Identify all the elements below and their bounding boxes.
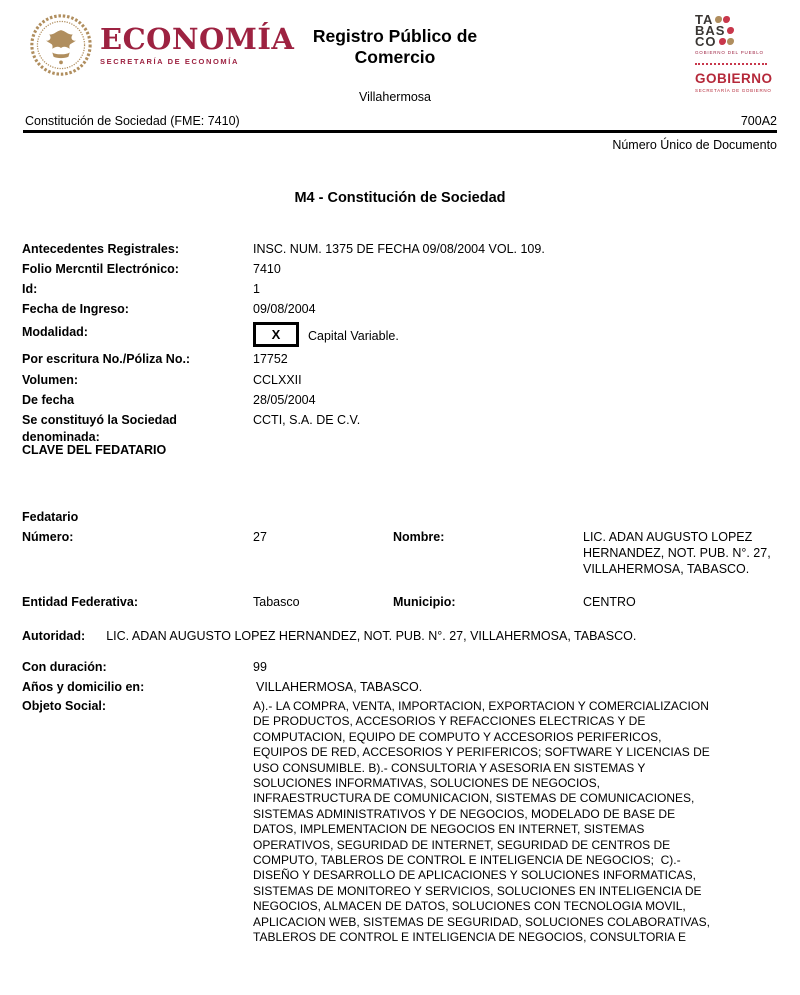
dotted-divider (695, 63, 767, 65)
objeto-social-line: USO CONSUMIBLE. B).- CONSULTORIA Y ASESORIA EN SISTEMAS Y (253, 760, 646, 775)
field-value: CCLXXII (253, 373, 302, 387)
field-value: LIC. ADAN AUGUSTO LOPEZ HERNANDEZ, NOT. PUB. N°. 27, VILLAHERMOSA, TABASCO. (583, 530, 771, 576)
field-row-id (22, 281, 780, 298)
objeto-social-line: SOLUCIONES INFORMATIVAS, SOLUCIONES DE NEGOCIOS, (253, 776, 600, 791)
objeto-social-line: SISTEMAS ADMINISTRATIVOS Y DE NEGOCIOS, MODELADO DE BASE DE (253, 806, 676, 821)
form-title: M4 - Constitución de Sociedad (294, 190, 506, 206)
field-row-autoridad (22, 629, 780, 643)
field-label: Con duración: (22, 660, 107, 674)
field-label: Autoridad: (22, 629, 86, 643)
field-row-sociedad (22, 412, 780, 446)
objeto-social-line: COMPUTACION, EQUIPO DE COMPUTO Y ACCESORIOS PERIFERICOS, (253, 729, 662, 744)
tabasco-line-3: CO (695, 36, 773, 47)
modalidad-value-group (253, 324, 780, 347)
field-label: Fecha de Ingreso: (22, 302, 129, 316)
document-number-label: Número Único de Documento (612, 138, 777, 152)
field-label: Volumen: (22, 373, 79, 387)
field-row-domicilio (22, 679, 780, 696)
field-row-escritura (22, 351, 780, 368)
field-label: Id: (22, 282, 38, 296)
field-value: 99 (253, 660, 267, 674)
field-label: Municipio: (393, 595, 456, 609)
objeto-social-line: EQUIPOS DE RED, ACCESORIOS Y PERIFERICOS; SOFTWARE Y LICENCIAS DE (253, 745, 710, 760)
registry-title: Registro Público de Comercio (312, 26, 478, 67)
field-value: 17752 (253, 352, 288, 366)
registry-office: Villahermosa (358, 90, 432, 104)
objeto-social-line: DISEÑO Y DESARROLLO DE APLICACIONES Y SOLUCIONES INFORMATICAS, (253, 868, 697, 883)
objeto-social-line: TABLEROS DE CONTROL E INTELIGENCIA DE NEGOCIOS, CONSULTORIA E (253, 930, 686, 945)
field-value: Tabasco (253, 595, 300, 609)
objeto-social-line: DATOS, IMPLEMENTACION DE NEGOCIOS EN INTERNET, SISTEMAS (253, 822, 645, 837)
form-code: 700A2 (740, 114, 777, 128)
economia-logo (30, 14, 294, 76)
field-label: Modalidad: (22, 325, 88, 339)
field-row-de-fecha (22, 392, 780, 409)
modalidad-checkbox (253, 322, 299, 347)
field-value: CENTRO (583, 595, 636, 609)
fedatario-heading: Fedatario (22, 510, 79, 524)
field-value: Capital Variable. (308, 328, 399, 343)
objeto-social-line: COMPUTO, TABLEROS DE CONTROL E INTELIGENCIA DE NEGOCIOS; C).- (253, 853, 681, 868)
field-row-fecha-ingreso (22, 301, 780, 318)
field-value: 1 (253, 282, 260, 296)
field-value: 27 (253, 530, 267, 544)
field-label: Entidad Federativa: (22, 595, 138, 609)
field-row-folio (22, 261, 780, 278)
field-label: Años y domicilio en: (22, 680, 145, 694)
cacao-icon (727, 27, 734, 34)
cacao-icon (715, 16, 730, 23)
field-value: VILLAHERMOSA, TABASCO. (256, 680, 423, 694)
tabasco-tagline: GOBIERNO DEL PUEBLO (695, 50, 764, 55)
fedatario-row-1 (22, 529, 780, 577)
objeto-social-line: INFRAESTRUCTURA DE COMUNICACION, SISTEMAS DE COMUNICACIONES, (253, 791, 695, 806)
objeto-social-line: DE PRODUCTOS, ACCESORIOS Y REFACCIONES ELECTRICAS Y DE (253, 714, 646, 729)
gobierno-wordmark: GOBIERNO (695, 71, 773, 86)
field-value: 28/05/2004 (253, 393, 316, 407)
field-value: INSC. NUM. 1375 DE FECHA 09/08/2004 VOL. 109. (253, 242, 545, 256)
checkbox-mark: X (271, 327, 281, 342)
field-label: Antecedentes Registrales: (22, 242, 180, 256)
field-label: Folio Mercntil Electrónico: (22, 262, 179, 276)
fedatario-row-2 (22, 594, 780, 611)
field-label: Por escritura No./Póliza No.: (22, 352, 191, 366)
field-label: Nombre: (393, 530, 445, 544)
economia-subtitle: SECRETARÍA DE ECONOMÍA (100, 57, 239, 66)
tabasco-logo (695, 14, 773, 93)
objeto-social-line: OPERATIVOS, SEGURIDAD DE INTERNET, SEGURIDAD DE CENTROS DE (253, 837, 671, 852)
mexico-eagle-seal-icon (30, 14, 92, 76)
tabasco-line-2: BAS (695, 25, 773, 36)
objeto-social-line: NEGOCIOS, ALMACEN DE DATOS, SOLUCIONES CON TECNOLOGIA MOVIL, (253, 899, 686, 914)
field-value: LIC. ADAN AUGUSTO LOPEZ HERNANDEZ, NOT. PUB. N°. 27, VILLAHERMOSA, TABASCO. (106, 629, 637, 643)
field-row-volumen (22, 372, 780, 389)
header-rule (23, 130, 777, 133)
field-value: 09/08/2004 (253, 302, 316, 316)
document-type-label: Constitución de Sociedad (FME: 7410) (25, 114, 240, 128)
objeto-social-label: Objeto Social: (22, 699, 107, 713)
objeto-social-text (253, 699, 710, 946)
gobierno-subtitle: SECRETARÍA DE GOBIERNO (695, 88, 772, 93)
header-title-block (280, 26, 510, 104)
field-value: 7410 (253, 262, 281, 276)
economia-wordmark: ECONOMÍA (100, 22, 295, 56)
field-row-modalidad (22, 324, 780, 347)
field-value: CCTI, S.A. DE C.V. (253, 413, 361, 427)
objeto-social-line: SISTEMAS DE MONITOREO Y SERVICIOS, SOLUCIONES EN INTELIGENCIA DE (253, 883, 702, 898)
tabasco-line-1: TA (695, 14, 773, 25)
objeto-social-line: A).- LA COMPRA, VENTA, IMPORTACION, EXPORTACION Y COMERCIALIZACION (253, 699, 709, 713)
field-label: Se constituyó la Sociedad denominada: (22, 413, 177, 444)
clave-fedatario-heading: CLAVE DEL FEDATARIO (22, 443, 167, 457)
economia-wordmark-block (100, 24, 294, 66)
field-label: Número: (22, 530, 74, 544)
objeto-social-line: APLICACION WEB, SISTEMAS DE SEGURIDAD, SOLUCIONES COLABORATIVAS, (253, 914, 710, 929)
field-row-antecedentes (22, 241, 780, 258)
field-row-duracion (22, 659, 780, 676)
cacao-icon (719, 38, 734, 45)
field-label: De fecha (22, 393, 75, 407)
